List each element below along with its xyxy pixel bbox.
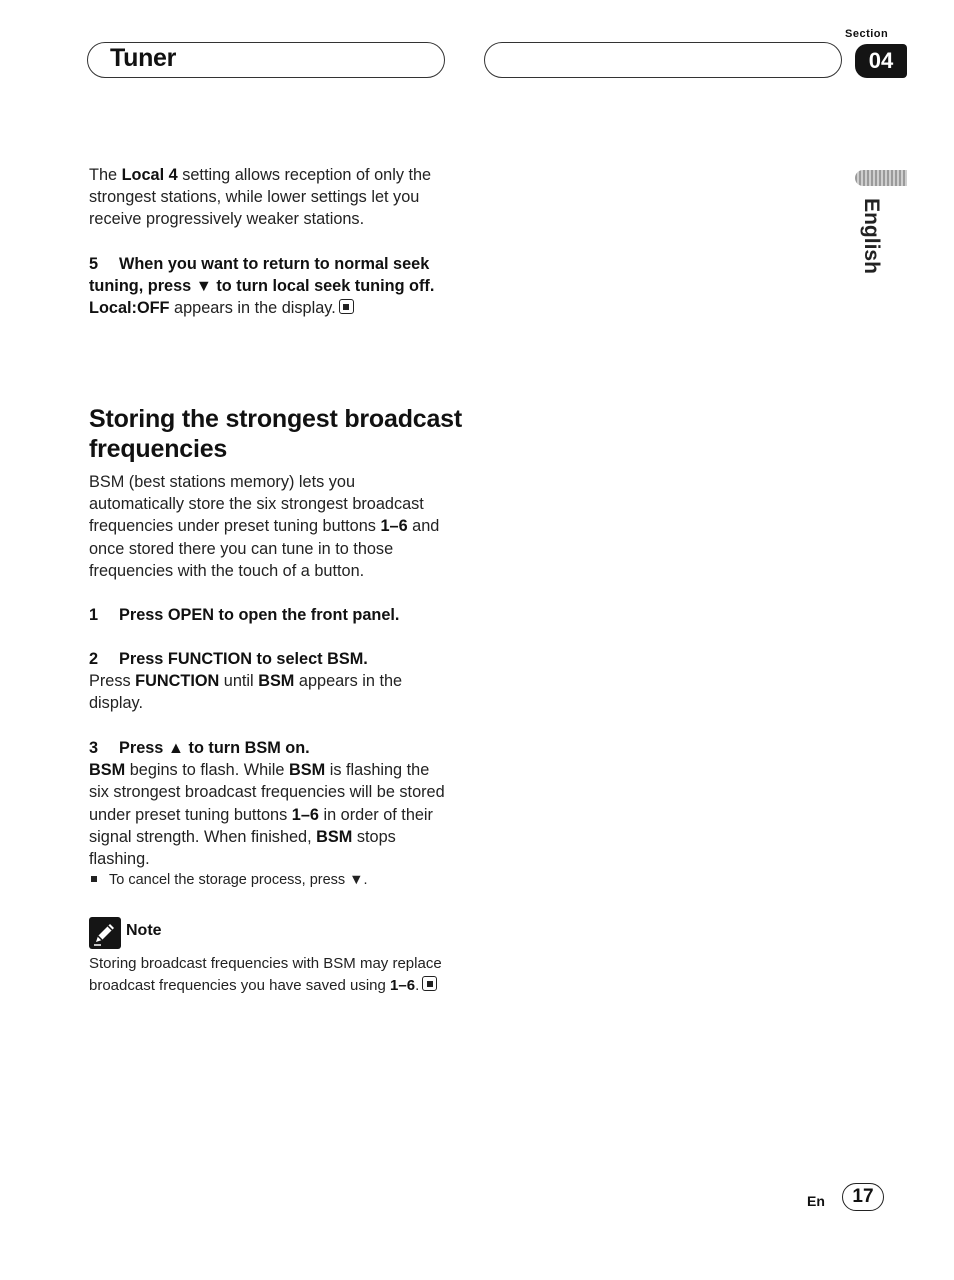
- step-5: [89, 253, 451, 320]
- bsm-intro: BSM (best stations memory) lets you automatically store the six strongest broadcast frequencies under preset tuning buttons 1–6 and once stored there you can tune in to those frequencies with the touch of a button.: [89, 473, 440, 580]
- bullet-item: To cancel the storage process, press ▼.: [89, 870, 451, 890]
- section-heading: Storing the strongest broadcast frequencies: [89, 405, 463, 463]
- note-text: Storing broadcast frequencies with BSM may replace broadcast frequencies you have saved using 1–6.: [89, 955, 442, 995]
- note-label: Note: [126, 922, 162, 939]
- bsm-step-2: [89, 648, 451, 715]
- bullet-icon: [91, 876, 97, 882]
- step-number: 3: [89, 739, 99, 757]
- footer-language-code: En: [807, 1193, 825, 1209]
- step-number: 5: [89, 255, 99, 273]
- section-number-badge: 04: [855, 44, 907, 78]
- step-3-body: BSM begins to flash. While BSM is flashing the six strongest broadcast frequencies will be stored under preset tuning buttons 1–6 in order of their signal strength. When finished, BSM stops flashing.: [89, 761, 445, 869]
- bsm-step-1: [89, 604, 451, 626]
- bsm-step-3: [89, 737, 451, 890]
- end-of-section-icon: [339, 299, 354, 314]
- step-5-result: Local:OFF appears in the display.: [89, 297, 451, 319]
- language-tab-bar: [855, 170, 907, 186]
- step-text: Press FUNCTION to select BSM.: [119, 650, 368, 668]
- step-text: Press ▲ to turn BSM on.: [119, 739, 310, 757]
- section-title: Tuner: [110, 44, 177, 72]
- step-number: 1: [89, 606, 99, 624]
- language-tab: [858, 196, 884, 276]
- page-number: 17: [842, 1183, 884, 1211]
- language-label: English: [860, 198, 883, 274]
- step-text: Press OPEN to open the front panel.: [119, 606, 400, 624]
- intro-paragraph: The Local 4 setting allows reception of only the strongest stations, while lower settings let you receive progressively weaker stations.: [89, 166, 432, 229]
- section-caption: Section: [845, 28, 889, 40]
- header-empty-pill: [484, 42, 842, 78]
- step-2-body: Press FUNCTION until BSM appears in the display.: [89, 672, 403, 713]
- end-of-section-icon: [422, 976, 437, 991]
- step-text: When you want to return to normal seek tuning, press ▼ to turn local seek tuning off.: [89, 255, 435, 296]
- step-number: 2: [89, 650, 99, 668]
- note-pencil-icon: [89, 917, 121, 949]
- section-title-pill: [87, 42, 445, 78]
